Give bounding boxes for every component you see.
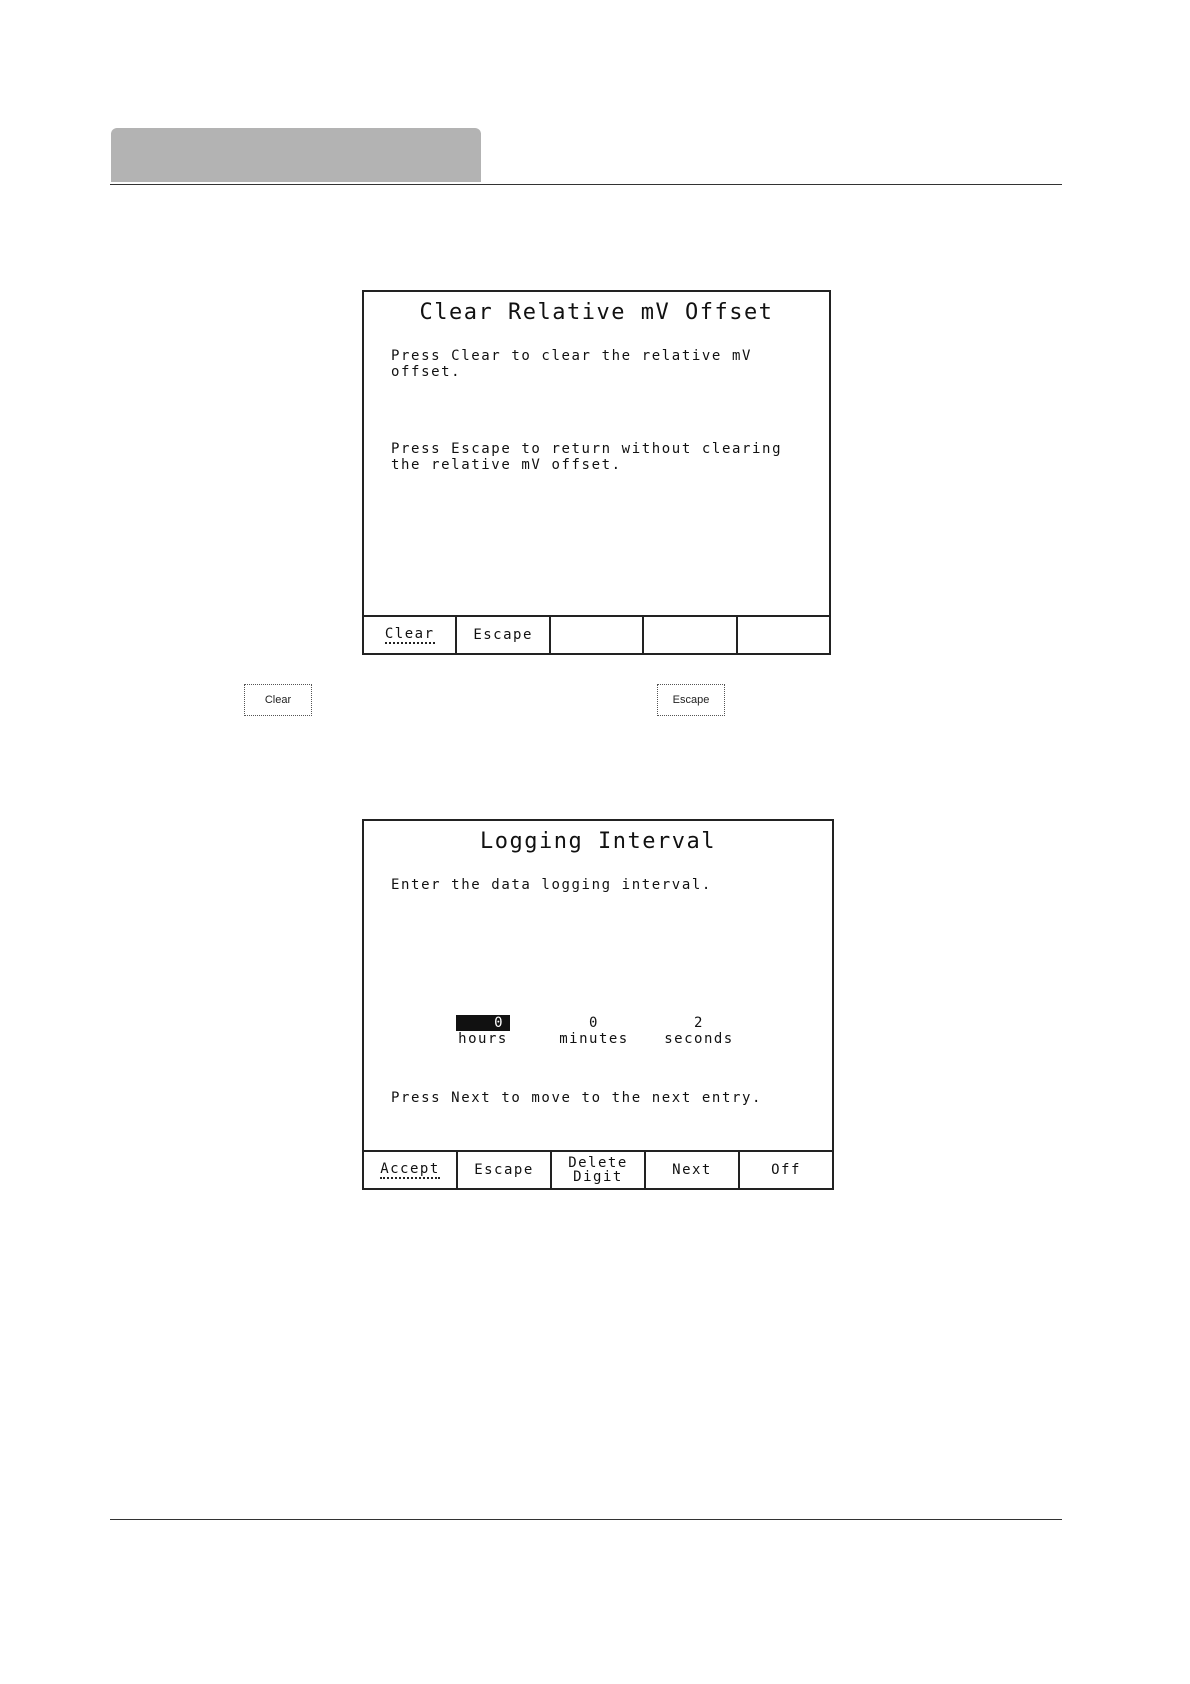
softkey-label: Next bbox=[672, 1162, 712, 1178]
softkey-label: Delete Digit bbox=[568, 1155, 628, 1185]
hours-label: hours bbox=[458, 1031, 508, 1047]
clear-key-icon: Clear bbox=[244, 684, 312, 716]
softkey-label: Clear bbox=[384, 625, 435, 642]
minutes-value[interactable]: 0 bbox=[589, 1015, 599, 1031]
softkey-bar bbox=[364, 1150, 832, 1188]
softkey-next[interactable] bbox=[646, 1152, 740, 1188]
logging-interval-screen bbox=[362, 819, 834, 1190]
escape-instruction-text: Press Escape to return without clearing the relative mV offset. bbox=[391, 441, 783, 473]
interval-fields bbox=[364, 1015, 832, 1055]
softkey-accept[interactable] bbox=[364, 1152, 458, 1188]
minutes-label: minutes bbox=[559, 1031, 629, 1047]
softkey-off[interactable] bbox=[740, 1152, 832, 1188]
footer-rule bbox=[110, 1519, 1062, 1520]
header-rule bbox=[110, 184, 1062, 185]
hours-value[interactable]: 0 bbox=[456, 1015, 510, 1031]
softkey-label: Escape bbox=[473, 627, 533, 643]
softkey-label: Escape bbox=[474, 1162, 534, 1178]
softkey-escape[interactable] bbox=[457, 617, 550, 653]
softkey-label: Off bbox=[771, 1162, 801, 1178]
softkey-blank-4[interactable] bbox=[644, 617, 737, 653]
clear-instruction-text: Press Clear to clear the relative mV offset. bbox=[391, 348, 753, 380]
screen-title: Logging Interval bbox=[480, 829, 716, 854]
softkey-blank-5[interactable] bbox=[738, 617, 829, 653]
softkey-delete-digit[interactable] bbox=[552, 1152, 646, 1188]
escape-key-icon: Escape bbox=[657, 684, 725, 716]
hours-field[interactable] bbox=[456, 1015, 510, 1047]
softkey-clear[interactable] bbox=[364, 617, 457, 653]
section-header-tab bbox=[111, 128, 481, 182]
screen-title: Clear Relative mV Offset bbox=[419, 300, 774, 325]
enter-interval-text: Enter the data logging interval. bbox=[391, 877, 712, 893]
minutes-field[interactable] bbox=[554, 1015, 634, 1047]
seconds-value[interactable]: 2 bbox=[694, 1015, 704, 1031]
clear-relative-mv-offset-screen bbox=[362, 290, 831, 655]
softkey-escape[interactable] bbox=[458, 1152, 552, 1188]
seconds-label: seconds bbox=[664, 1031, 734, 1047]
next-instruction-text: Press Next to move to the next entry. bbox=[391, 1090, 763, 1106]
seconds-field[interactable] bbox=[657, 1015, 741, 1047]
softkey-blank-3[interactable] bbox=[551, 617, 644, 653]
softkey-label: Accept bbox=[380, 1160, 440, 1177]
softkey-bar bbox=[364, 615, 829, 653]
